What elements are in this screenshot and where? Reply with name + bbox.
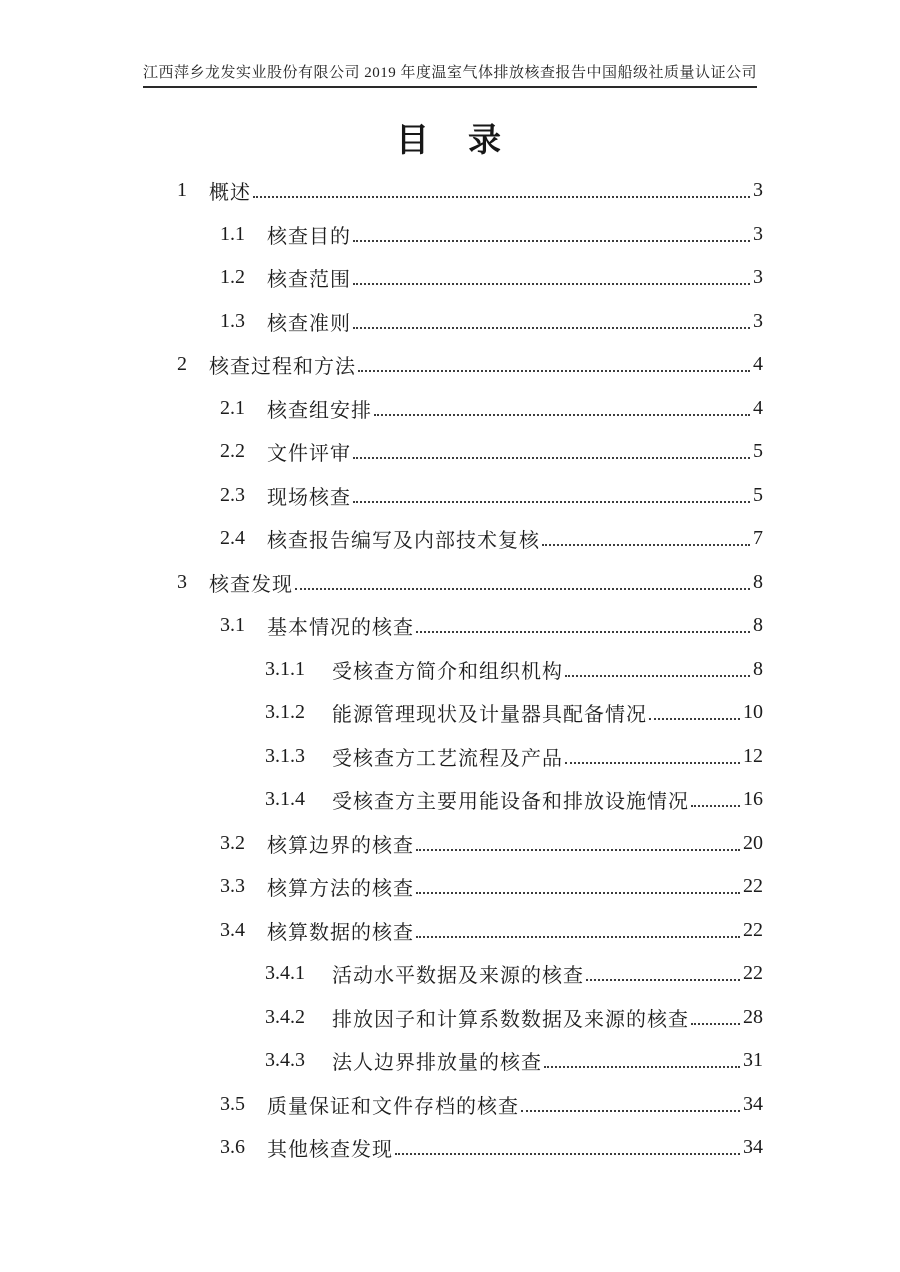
toc-entry-page: 22 [743, 918, 763, 941]
toc-entry-page: 3 [753, 222, 763, 245]
toc-entry-number: 2 [177, 353, 187, 376]
toc-entry-number: 2.4 [220, 527, 245, 550]
toc-entry [139, 474, 763, 518]
toc-entry-number: 2.2 [220, 440, 245, 463]
toc-entry-page: 7 [753, 527, 763, 550]
toc-entry-number: 1.1 [220, 222, 245, 245]
toc-entry-label: 核查准则 [267, 312, 351, 335]
toc-entry [139, 343, 763, 387]
toc-entry-number: 3.1.4 [265, 788, 305, 811]
toc-entry-label: 核算数据的核查 [267, 921, 414, 944]
toc-entry-number: 3.5 [220, 1092, 245, 1115]
page-title: 目 录 [396, 123, 504, 159]
toc-dot-leader [353, 314, 750, 329]
toc-entry [139, 1126, 763, 1170]
toc-entry-label: 核查报告编写及内部技术复核 [267, 530, 540, 553]
toc-dot-leader [374, 401, 750, 416]
toc-dot-leader [253, 183, 750, 198]
toc-entry-page: 20 [743, 831, 763, 854]
toc-entry [139, 387, 763, 431]
toc-entry [139, 691, 763, 735]
toc-dot-leader [649, 705, 740, 720]
toc-entry-number: 3.1 [220, 614, 245, 637]
toc-entry-label: 核查过程和方法 [209, 356, 356, 379]
toc-entry-page: 8 [753, 570, 763, 593]
table-of-contents [139, 169, 763, 1170]
toc-entry-label: 核查目的 [267, 225, 351, 248]
page-header [0, 0, 900, 88]
running-header-text: 江西萍乡龙发实业股份有限公司 2019 年度温室气体排放核查报告中国船级社质量认证公司 [143, 61, 757, 88]
toc-entry [139, 996, 763, 1040]
toc-entry [139, 169, 763, 213]
toc-entry-label: 受核查方工艺流程及产品 [332, 747, 563, 770]
toc-entry-page: 4 [753, 353, 763, 376]
toc-entry-label: 受核查方主要用能设备和排放设施情况 [332, 791, 689, 814]
toc-entry-page: 3 [753, 309, 763, 332]
toc-entry-number: 1.3 [220, 309, 245, 332]
toc-entry-number: 3.4 [220, 918, 245, 941]
toc-entry-number: 2.1 [220, 396, 245, 419]
toc-entry-label: 文件评审 [267, 443, 351, 466]
toc-entry-number: 3 [177, 570, 187, 593]
toc-entry [139, 430, 763, 474]
toc-dot-leader [395, 1140, 740, 1155]
toc-entry-label: 核查范围 [267, 269, 351, 292]
toc-entry-number: 3.1.2 [265, 701, 305, 724]
toc-dot-leader [416, 836, 740, 851]
toc-entry-number: 3.1.3 [265, 744, 305, 767]
toc-dot-leader [295, 575, 750, 590]
toc-entry [139, 778, 763, 822]
toc-dot-leader [416, 618, 750, 633]
toc-dot-leader [521, 1097, 740, 1112]
toc-entry-label: 基本情况的核查 [267, 617, 414, 640]
toc-entry [139, 735, 763, 779]
toc-entry-label: 概述 [209, 182, 251, 205]
toc-entry-page: 8 [753, 614, 763, 637]
toc-entry-label: 核算方法的核查 [267, 878, 414, 901]
toc-entry [139, 1039, 763, 1083]
toc-entry [139, 909, 763, 953]
toc-entry-number: 3.3 [220, 875, 245, 898]
toc-dot-leader [353, 227, 750, 242]
toc-dot-leader [416, 879, 740, 894]
toc-entry-page: 28 [743, 1005, 763, 1028]
toc-entry-page: 31 [743, 1049, 763, 1072]
toc-dot-leader [691, 792, 740, 807]
toc-entry-page: 22 [743, 962, 763, 985]
toc-dot-leader [544, 1053, 740, 1068]
toc-entry [139, 865, 763, 909]
toc-entry-label: 核查发现 [209, 573, 293, 596]
toc-dot-leader [353, 270, 750, 285]
toc-dot-leader [353, 444, 750, 459]
toc-entry-label: 排放因子和计算系数数据及来源的核查 [332, 1008, 689, 1031]
toc-entry-label: 受核查方简介和组织机构 [332, 660, 563, 683]
toc-dot-leader [586, 966, 740, 981]
toc-entry-number: 3.4.3 [265, 1049, 305, 1072]
toc-dot-leader [358, 357, 750, 372]
toc-entry-number: 1 [177, 179, 187, 202]
toc-entry-page: 4 [753, 396, 763, 419]
toc-entry-number: 2.3 [220, 483, 245, 506]
toc-entry-label: 核查组安排 [267, 399, 372, 422]
toc-dot-leader [691, 1010, 740, 1025]
toc-entry-page: 5 [753, 440, 763, 463]
toc-entry-number: 3.6 [220, 1136, 245, 1159]
toc-entry [139, 300, 763, 344]
toc-dot-leader [565, 749, 740, 764]
toc-entry-page: 22 [743, 875, 763, 898]
toc-entry [139, 517, 763, 561]
toc-entry [139, 561, 763, 605]
toc-entry-label: 能源管理现状及计量器具配备情况 [332, 704, 647, 727]
toc-entry-label: 核算边界的核查 [267, 834, 414, 857]
toc-entry-label: 法人边界排放量的核查 [332, 1052, 542, 1075]
toc-dot-leader [565, 662, 750, 677]
toc-entry-label: 质量保证和文件存档的核查 [267, 1095, 519, 1118]
toc-entry-page: 34 [743, 1092, 763, 1115]
toc-entry [139, 648, 763, 692]
toc-entry [139, 604, 763, 648]
toc-dot-leader [542, 531, 750, 546]
toc-entry [139, 213, 763, 257]
toc-entry [139, 1083, 763, 1127]
toc-entry-page: 3 [753, 266, 763, 289]
toc-entry-page: 34 [743, 1136, 763, 1159]
toc-entry-number: 3.4.2 [265, 1005, 305, 1028]
toc-entry-label: 其他核查发现 [267, 1139, 393, 1162]
toc-entry-number: 3.4.1 [265, 962, 305, 985]
toc-entry-label: 活动水平数据及来源的核查 [332, 965, 584, 988]
toc-entry-page: 8 [753, 657, 763, 680]
toc-entry [139, 822, 763, 866]
toc-entry-page: 12 [743, 744, 763, 767]
toc-entry-page: 16 [743, 788, 763, 811]
toc-entry-number: 1.2 [220, 266, 245, 289]
toc-dot-leader [416, 923, 740, 938]
toc-entry-number: 3.2 [220, 831, 245, 854]
toc-entry-page: 10 [743, 701, 763, 724]
toc-entry-number: 3.1.1 [265, 657, 305, 680]
toc-entry-label: 现场核查 [267, 486, 351, 509]
toc-dot-leader [353, 488, 750, 503]
toc-entry-page: 3 [753, 179, 763, 202]
toc-entry [139, 256, 763, 300]
toc-entry-page: 5 [753, 483, 763, 506]
toc-entry [139, 952, 763, 996]
